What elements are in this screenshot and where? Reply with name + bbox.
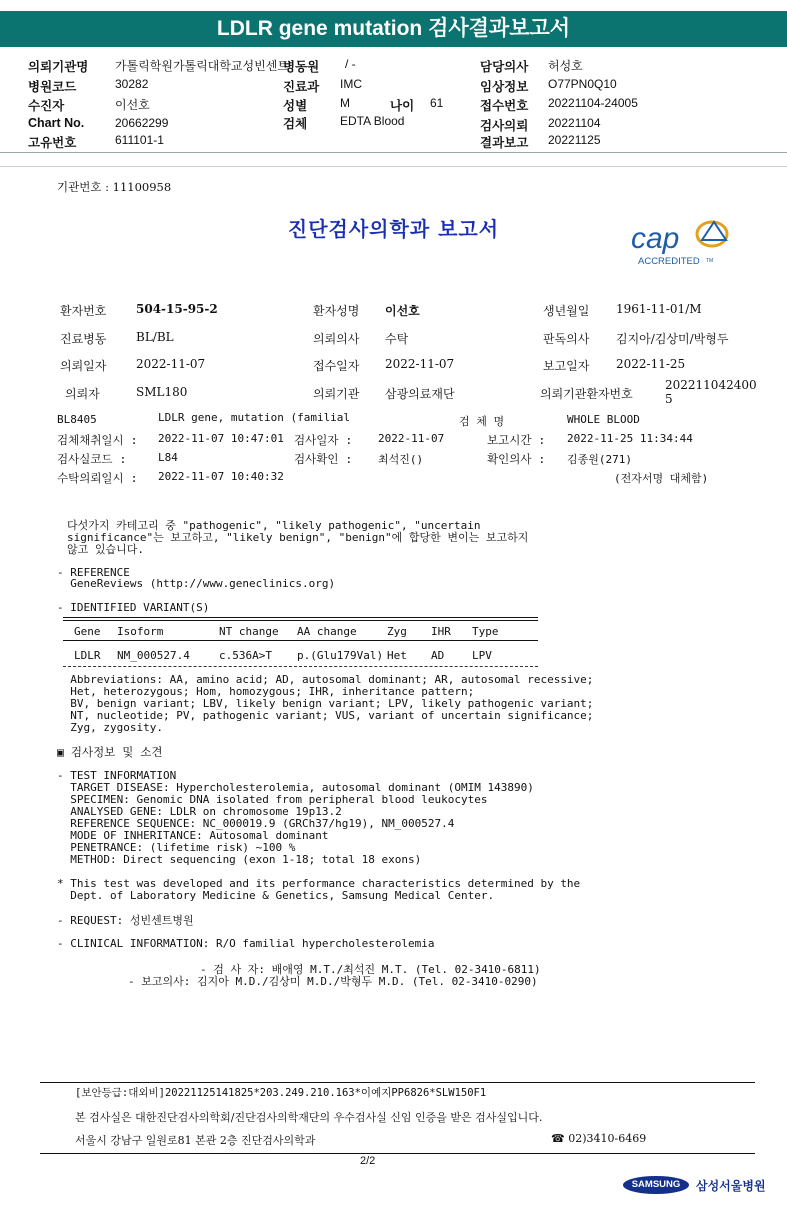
req-date-label: 의뢰일자 — [60, 359, 107, 373]
cell-type: LPV — [472, 649, 492, 662]
reporter-line: - 보고의사: 김지아 M.D./김상미 M.D./박형두 M.D. (Tel. 02-3410-0290) — [128, 975, 538, 988]
intro-line-3: 않고 있습니다. — [67, 543, 145, 556]
req-patient-no-label: 의뢰기관환자번호 — [540, 387, 633, 401]
specimen-label: 검체 — [283, 117, 308, 131]
col-gene: Gene — [74, 625, 101, 638]
req-doctor-value: 수탁 — [385, 332, 409, 346]
test-info-line-6: MODE OF INHERITANCE: Autosomal dominant — [57, 829, 329, 842]
variant-table-top-rule-2 — [63, 620, 538, 621]
test-info-line-7: PENETRANCE: (lifetime risk) ~100 % — [57, 841, 296, 854]
ward-label: 병동원 — [283, 60, 320, 74]
patient-no-value: 504-15-95-2 — [136, 302, 218, 316]
dept-value: IMC — [340, 77, 362, 91]
receipt-date-value: 2022-11-07 — [385, 357, 455, 371]
reader-value: 김지아/김상미/박형두 — [616, 332, 729, 346]
col-ihr: IHR — [431, 625, 451, 638]
abbrev-line-1: Abbreviations: AA, amino acid; AD, autosomal dominant; AR, autosomal recessive; — [57, 673, 594, 686]
patient-label: 수진자 — [28, 99, 65, 113]
lab-code-label: 검사실코드 : — [57, 452, 127, 466]
sex-label: 성별 — [283, 99, 308, 113]
requesting-inst-value: 가톨릭학원가톨릭대학교성빈센트 — [115, 59, 289, 73]
test-date-value: 2022-11-07 — [378, 432, 445, 445]
clinical-info-value: O77PN0Q10 — [548, 77, 617, 91]
chart-no-label: Chart No. — [28, 116, 85, 130]
report-date-label: 보고일자 — [543, 359, 590, 373]
sex-value: M — [340, 96, 350, 110]
birth-label: 생년월일 — [543, 304, 590, 318]
requester-label: 의뢰자 — [65, 387, 100, 401]
report-banner: LDLR gene mutation 검사결과보고서 — [0, 11, 787, 47]
req-inst-label: 의뢰기관 — [313, 387, 360, 401]
ward-value: / - — [345, 57, 356, 71]
report-time-label: 보고시간 : — [487, 433, 546, 447]
result-report-value: 20221125 — [548, 133, 601, 147]
report-date-value: 2022-11-25 — [616, 357, 686, 371]
requesting-inst-label: 의뢰기관명 — [28, 60, 89, 74]
col-type: Type — [472, 625, 499, 638]
variant-table-top-rule — [63, 617, 538, 618]
cell-isoform: NM_000527.4 — [117, 649, 190, 662]
col-isoform: Isoform — [117, 625, 164, 638]
test-request-label: 검사의뢰 — [480, 119, 529, 133]
col-aa-change: AA change — [297, 625, 357, 638]
footer-bottom-rule — [40, 1153, 755, 1154]
esign-note: (전자서명 대체함) — [614, 472, 709, 485]
test-date-label: 검사일자 : — [294, 433, 353, 447]
patient-no-label: 환자번호 — [60, 304, 107, 318]
confirm-doctor-value: 김종원(271) — [567, 453, 632, 466]
test-info-line-8: METHOD: Direct sequencing (exon 1-18; total 18 exons) — [57, 853, 422, 866]
receipt-no-label: 접수번호 — [480, 99, 529, 113]
receipt-no-value: 20221104-24005 — [548, 96, 638, 110]
footer-top-rule — [40, 1082, 755, 1083]
samsung-logo: SAMSUNG — [623, 1176, 689, 1194]
phone-line: ☎ 02)3410-6469 — [551, 1132, 647, 1145]
cap-accredited-logo — [626, 222, 746, 270]
consign-value: 2022-11-07 10:40:32 — [158, 470, 284, 483]
request-line: - REQUEST: 성빈센트병원 — [57, 914, 194, 927]
birth-value: 1961-11-01/M — [616, 302, 702, 316]
cell-nt-change: c.536A>T — [219, 649, 272, 662]
cell-zyg: Het — [387, 649, 407, 662]
test-info-line-4: ANALYSED GENE: LDLR on chromosome 19p13.2 — [57, 805, 342, 818]
test-info-line-2: TARGET DISEASE: Hypercholesterolemia, autosomal dominant (OMIM 143890) — [57, 781, 534, 794]
page-number: 2/2 — [360, 1155, 376, 1167]
age-value: 61 — [430, 96, 444, 110]
requester-value: SML180 — [136, 385, 188, 399]
result-report-label: 결과보고 — [480, 136, 529, 150]
req-date-value: 2022-11-07 — [136, 357, 206, 371]
patient-value: 이선호 — [115, 98, 150, 112]
institution-no: 기관번호 : 11100958 — [57, 180, 172, 194]
physician-label: 담당의사 — [480, 60, 529, 74]
hospital-logo-text: 삼성서울병원 — [696, 1179, 766, 1193]
clinical-info-label: 임상정보 — [480, 80, 529, 94]
test-info-line-1: - TEST INFORMATION — [57, 769, 177, 782]
cap-accredited-text: ACCREDITED — [638, 256, 700, 267]
intro-line-1: 다섯가지 카테고리 중 "pathogenic", "likely pathogenic", "uncertain — [67, 519, 481, 532]
receipt-date-label: 접수일자 — [313, 359, 360, 373]
cap-swoosh-icon — [692, 216, 736, 250]
lab-code-value: L84 — [158, 451, 178, 464]
abbrev-line-3: BV, benign variant; LBV, likely benign variant; LPV, likely pathogenic variant; — [57, 697, 594, 710]
col-nt-change: NT change — [219, 625, 279, 638]
test-info-line-3: SPECIMEN: Genomic DNA isolated from peripheral blood leukocytes — [57, 793, 488, 806]
col-zyg: Zyg — [387, 625, 407, 638]
specimen-name-label: 검 체 명 — [459, 415, 505, 428]
reference-heading: - REFERENCE — [57, 566, 130, 579]
abbrev-line-4: NT, nucleotide; PV, pathogenic variant; VUS, variant of uncertain significance; — [57, 709, 594, 722]
physician-value: 허성호 — [548, 59, 583, 73]
unique-no-value: 611101-1 — [115, 133, 164, 147]
test-name: LDLR gene, mutation (familial — [158, 411, 351, 424]
section-title: ▣ 검사정보 및 소견 — [57, 745, 163, 759]
cell-gene: LDLR — [74, 649, 101, 662]
examiner-line: - 검 사 자: 배애영 M.T./최석진 M.T. (Tel. 02-3410-6811) — [200, 963, 541, 976]
clinical-info-line: - CLINICAL INFORMATION: R/O familial hypercholesterolemia — [57, 937, 435, 950]
disclaimer-line-1: * This test was developed and its performance characteristics determined by the — [57, 877, 581, 890]
variant-table-mid-rule — [63, 640, 538, 641]
patient-name-label: 환자성명 — [313, 304, 360, 318]
reader-label: 판독의사 — [543, 332, 590, 346]
certification-line: 본 검사실은 대한진단검사의학회/진단검사의학재단의 우수검사실 신임 인증을 받은 검사실입니다. — [75, 1111, 543, 1124]
abbrev-line-5: Zyg, zygosity. — [57, 721, 163, 734]
collect-value: 2022-11-07 10:47:01 — [158, 432, 284, 445]
consign-label: 수탁의뢰일시 : — [57, 471, 138, 485]
header-divider — [0, 152, 787, 153]
specimen-value: EDTA Blood — [340, 114, 405, 128]
disclaimer-line-2: Dept. of Laboratory Medicine & Genetics, Samsung Medical Center. — [57, 889, 495, 902]
test-info-line-5: REFERENCE SEQUENCE: NC_000019.9 (GRCh37/hg19), NM_000527.4 — [57, 817, 455, 830]
req-patient-no-value-1: 202211042400 — [665, 378, 757, 392]
cap-tm-text: TM — [706, 258, 714, 264]
hospital-code-label: 병원코드 — [28, 80, 77, 94]
hospital-code-value: 30282 — [115, 77, 149, 91]
collect-label: 검체채취일시 : — [57, 433, 138, 447]
report-time-value: 2022-11-25 11:34:44 — [567, 432, 693, 445]
intro-line-2: significance"는 보고하고, "likely benign", "benign"에 합당한 변이는 보고하지 — [67, 531, 529, 544]
req-doctor-label: 의뢰의사 — [313, 332, 360, 346]
cell-aa-change: p.(Glu179Val) — [297, 649, 384, 662]
security-line: [보안등급:대외비]20221125141825*203.249.210.163*이예지PP6826*SLW150F1 — [75, 1087, 487, 1099]
patient-name-value: 이선호 — [385, 304, 420, 318]
ward-grid-label: 진료병동 — [60, 332, 107, 346]
confirm-doctor-label: 확인의사 : — [487, 452, 546, 466]
test-request-value: 20221104 — [548, 116, 601, 130]
address-line: 서울시 강남구 일원로81 본관 2층 진단검사의학과 — [75, 1134, 316, 1147]
specimen-name-value: WHOLE BLOOD — [567, 413, 640, 426]
dept-label: 진료과 — [283, 80, 320, 94]
test-confirm-label: 검사확인 : — [294, 452, 353, 466]
ward-grid-value: BL/BL — [136, 330, 174, 344]
reference-line: GeneReviews (http://www.geneclinics.org) — [57, 577, 336, 590]
chart-no-value: 20662299 — [115, 116, 169, 130]
variant-heading: - IDENTIFIED VARIANT(S) — [57, 601, 210, 614]
age-label: 나이 — [390, 99, 415, 113]
unique-no-label: 고유번호 — [28, 136, 77, 150]
req-inst-value: 삼광의료재단 — [385, 387, 455, 401]
report-title: 진단검사의학과 보고서 — [287, 217, 500, 241]
cap-logo-text: cap — [631, 222, 680, 255]
req-patient-no-value-2: 5 — [665, 392, 673, 406]
abbrev-line-2: Het, heterozygous; Hom, homozygous; IHR, inheritance pattern; — [57, 685, 475, 698]
test-code: BL8405 — [57, 413, 97, 426]
cell-ihr: AD — [431, 649, 445, 662]
variant-table-bottom-rule — [63, 666, 538, 667]
header-shadow-divider — [0, 166, 787, 167]
test-confirm-value: 최석진() — [378, 453, 424, 466]
